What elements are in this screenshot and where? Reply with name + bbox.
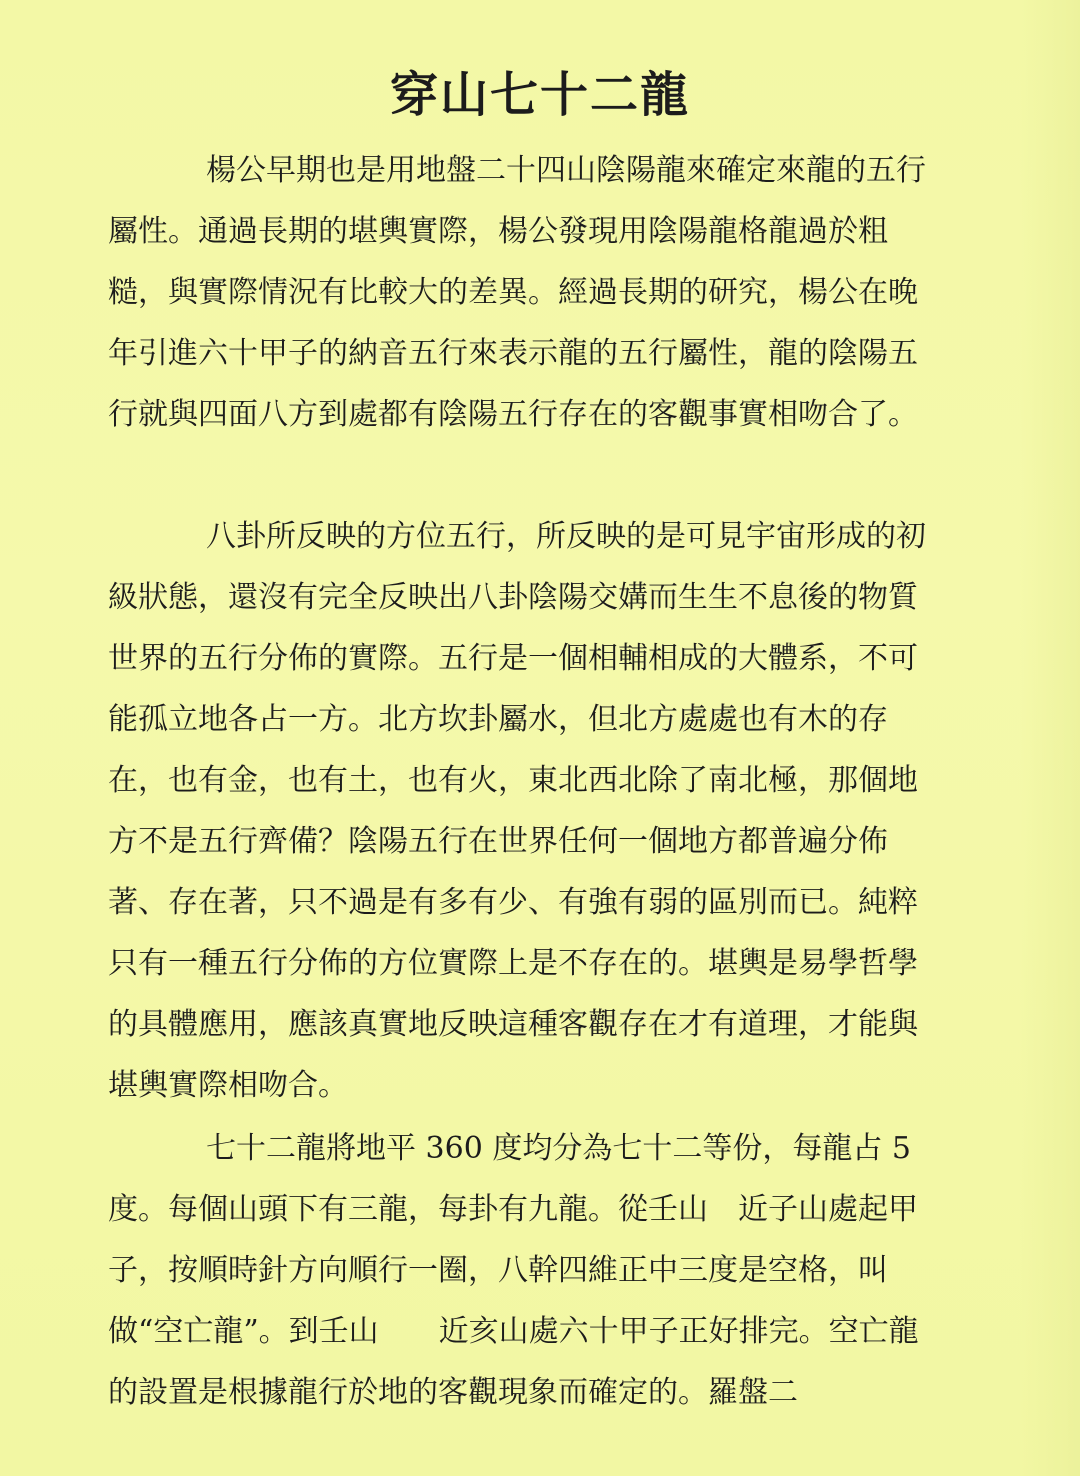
page-edge-shade — [1020, 0, 1080, 1476]
paragraph-3: 七十二龍將地平 360 度均分為七十二等份，每龍占 5 度。每個山頭下有三龍，每卦有九龍。從壬山 近子山處起甲子，按順時針方向順行一圈，八幹四維正中三度是空格，叫做“空亡龍”。到壬山 近亥山處六十甲子正好排完。空亡龍的設置是根據龍行於地的客觀現象而確定的。羅盤二 — [108, 1131, 919, 1410]
page-title: 穿山七十二龍 — [389, 67, 690, 123]
paragraph-1: 楊公早期也是用地盤二十四山陰陽龍來確定來龍的五行屬性。通過長期的堪輿實際，楊公發現用陰陽龍格龍過於粗糙，與實際情況有比較大的差異。經過長期的研究，楊公在晚年引進六十甲子的納音五行來表示龍的五行屬性，龍的陰陽五行就與四面八方到處都有陰陽五行存在的客觀事實相吻合了。 — [108, 153, 926, 432]
paragraph-2: 八卦所反映的方位五行，所反映的是可見宇宙形成的初級狀態，還沒有完全反映出八卦陰陽交媾而生生不息後的物質世界的五行分佈的實際。五行是一個相輔相成的大體系，不可能孤立地各占一方。北方坎卦屬水，但北方處處也有木的存在，也有金，也有土，也有火，東北西北除了南北極，那個地方不是五行齊備？陰陽五行在世界任何一個地方都普遍分佈著、存在著，只不過是有多有少、有強有弱的區別而已。純粹只有一種五行分佈的方位實際上是不存在的。堪輿是易學哲學的具體應用，應該真實地反映這種客觀存在才有道理，才能與堪輿實際相吻合。 — [108, 519, 926, 1103]
